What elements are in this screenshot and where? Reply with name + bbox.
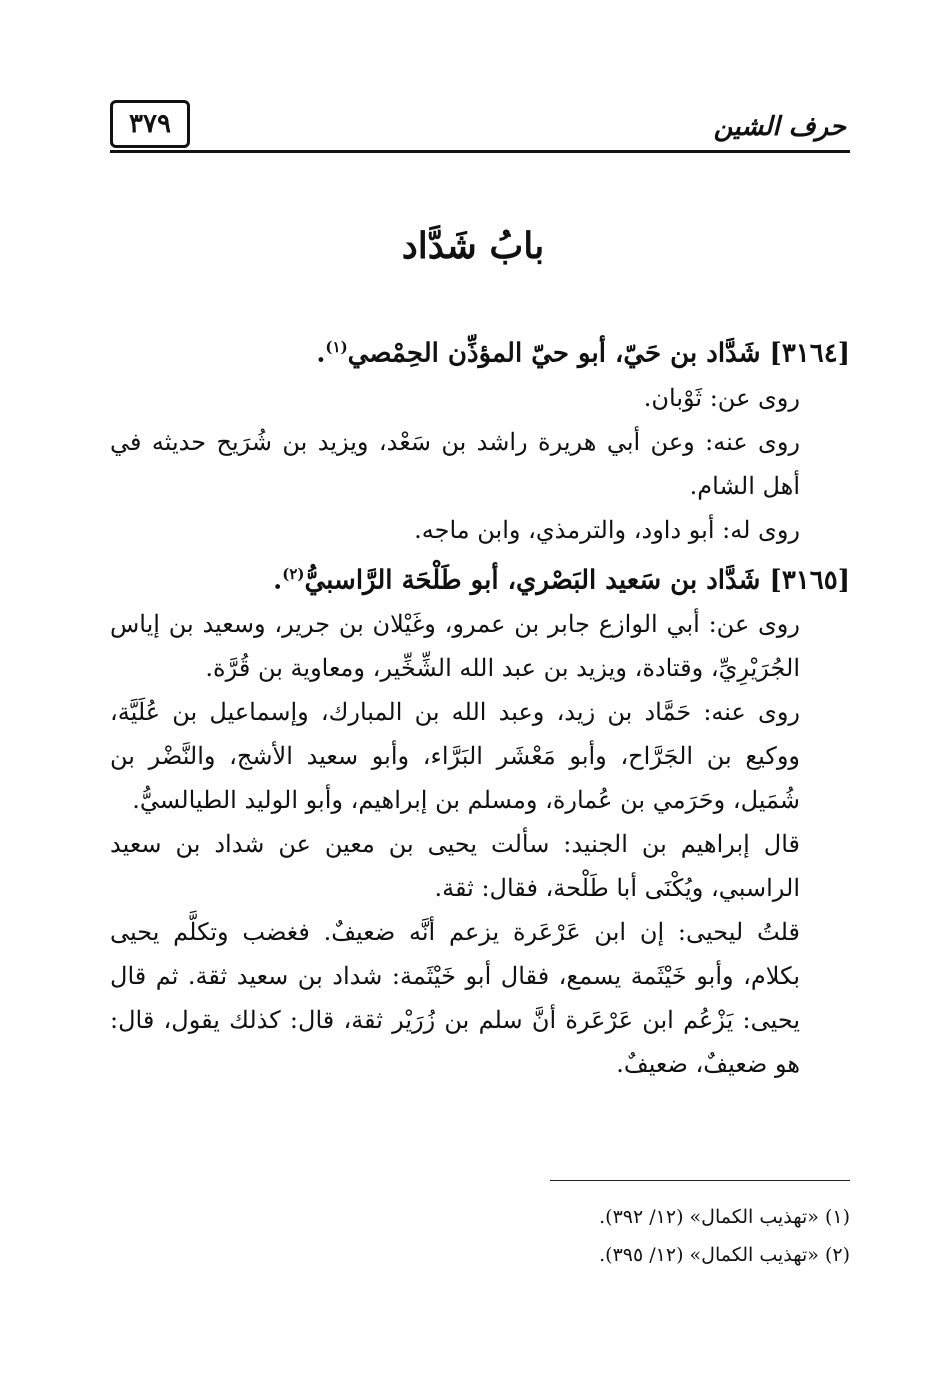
entry-heading-text: [٣١٦٥] شَدَّاد بن سَعيد البَصْري، أبو طَلْحَة الرَّاسبيُّ [304, 565, 850, 596]
paragraph: روى عنه: وعن أبي هريرة راشد بن سَعْد، ويزيد بن شُرَيح حديثه في أهل الشام. [110, 427, 800, 500]
chapter-title: بابُ شَدَّاد [401, 225, 545, 267]
footnote-ref: (٢) [282, 564, 305, 583]
footnote: (٢) «تهذيب الكمال» (١٢/ ٣٩٥). [599, 1244, 850, 1266]
footnote: (١) «تهذيب الكمال» (١٢/ ٣٩٢). [599, 1206, 850, 1228]
paragraph: روى عن: أبي الوازع جابر بن عمرو، وغَيْلان بن جرير، وسعيد بن إياس الجُرَيْرِيِّ، وقتادة، ويزيد بن عبد الله الشِّخِّير، ومعاوية بن قُرَّة. [110, 610, 800, 683]
entry-heading [110, 552, 850, 603]
entry-heading-end: . [316, 338, 326, 369]
footnotes [110, 1198, 850, 1274]
page-number-text: ٣٧٩ [129, 109, 171, 139]
entry-heading [110, 325, 850, 376]
body-text [110, 325, 850, 1086]
paragraph: قلتُ ليحيى: إن ابن عَرْعَرة يزعم أنَّه ضعيفٌ. فغضب وتكلَّم يحيى بكلام، وأبو خَيْثَمة يسمع، فقال أبو خَيْثَمة: شداد بن سعيد ثقة. ثم قال يحيى: يَزْعُم ابن عَرْعَرة أنَّ سلم بن زُرَيْر ثقة، قال: كذلك يقول، قال: هو ضعيفٌ، ضعيفٌ. [110, 918, 800, 1079]
entry-heading-end: . [273, 565, 283, 596]
entry-heading-text: [٣١٦٤] شَدَّاد بن حَيّ، أبو حيّ المؤذِّن الحِمْصي [347, 338, 850, 369]
footnote-ref: (١) [325, 338, 348, 356]
paragraph: روى عن: ثَوْبان. [643, 383, 800, 412]
page-number [110, 100, 190, 148]
paragraph: روى له: أبو داود، والترمذي، وابن ماجه. [414, 515, 800, 544]
paragraph: روى عنه: حَمَّاد بن زيد، وعبد الله بن المبارك، وإسماعيل بن عُلَيَّة، ووكيع بن الجَرَّاح، وأبو مَعْشَر البَرَّاء، وأبو سعيد الأشج، والنَّضْر بن شُمَيل، وحَرَمي بن عُمارة، ومسلم بن إبراهيم، وأبو الوليد الطيالسيُّ. [110, 698, 800, 815]
paragraph: قال إبراهيم بن الجنيد: سألت يحيى بن معين عن شداد بن سعيد الراسبي، ويُكْنَى أبا طَلْحة، فقال: ثقة. [110, 830, 800, 903]
running-head: حرف الشين [713, 112, 846, 142]
footnote-rule [550, 1180, 850, 1181]
header-rule [110, 150, 850, 153]
